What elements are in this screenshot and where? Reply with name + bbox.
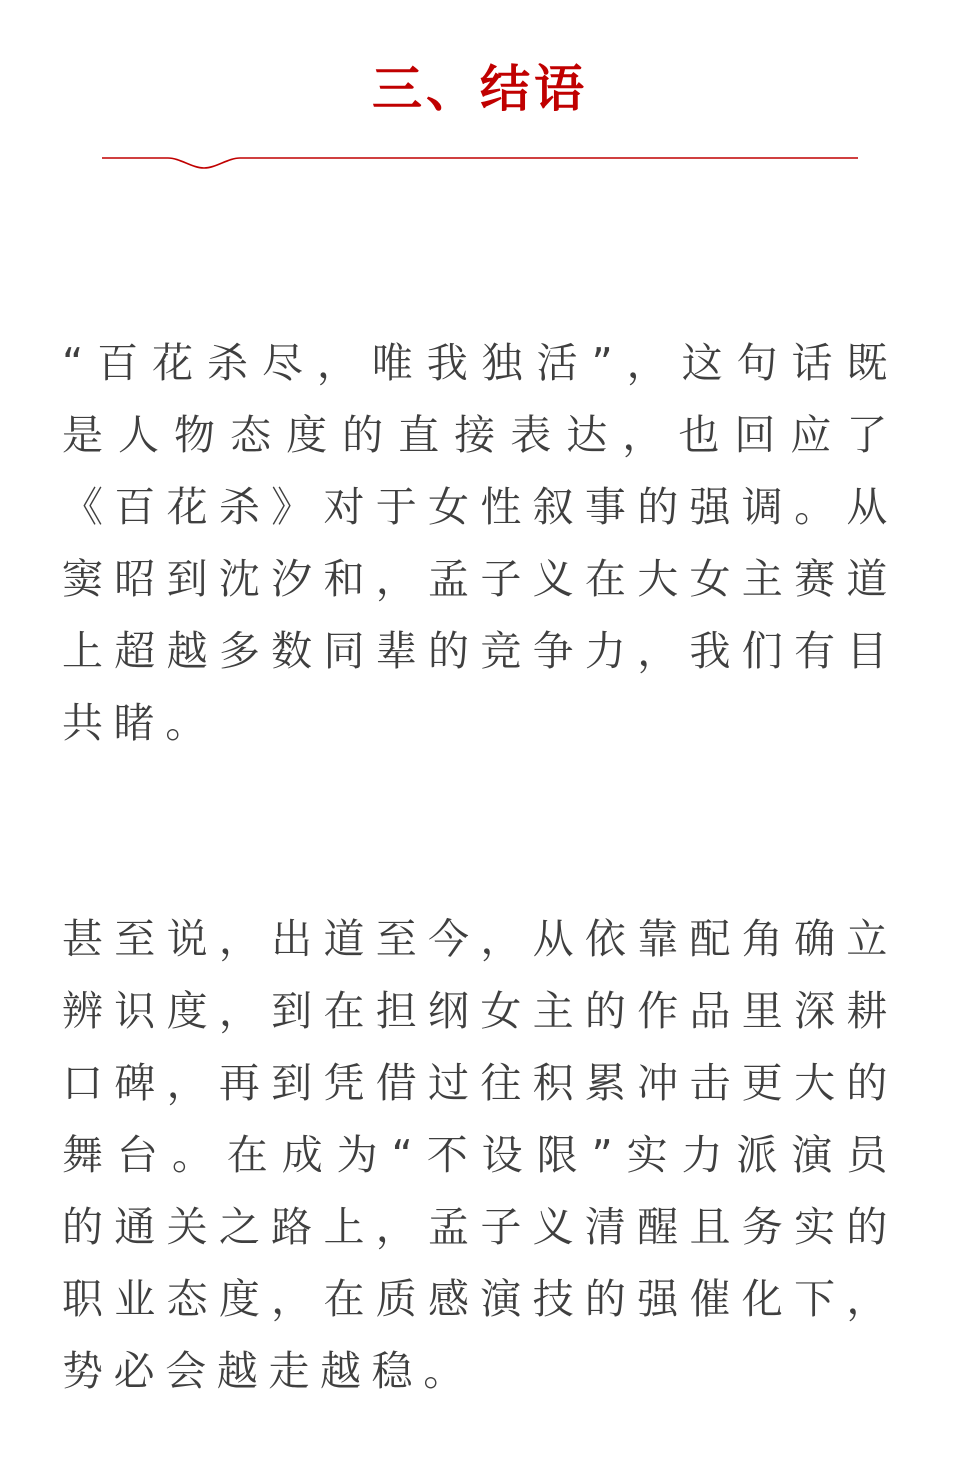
article-body — [62, 327, 898, 1407]
section-title: 三、结语 — [372, 60, 588, 118]
paragraph-conclusion-2: 甚至说，出道至今，从依靠配角确立辨识度，到在担纲女主的作品里深耕口碑，再到凭借过往积累冲击更大的舞台。在成为“不设限”实力派演员的通关之路上，孟子义清醒且务实的职业态度，在质感演技的强催化下，势必会越走越稳。 — [62, 915, 898, 1395]
section-header — [0, 0, 960, 200]
divider-line — [102, 158, 858, 168]
title-divider — [100, 146, 860, 176]
paragraph-conclusion-1: “百花杀尽，唯我独活”，这句话既是人物态度的直接表达，也回应了《百花杀》对于女性叙事的强调。从窦昭到沈汐和，孟子义在大女主赛道上超越多数同辈的竞争力，我们有目共睹。 — [62, 339, 898, 747]
